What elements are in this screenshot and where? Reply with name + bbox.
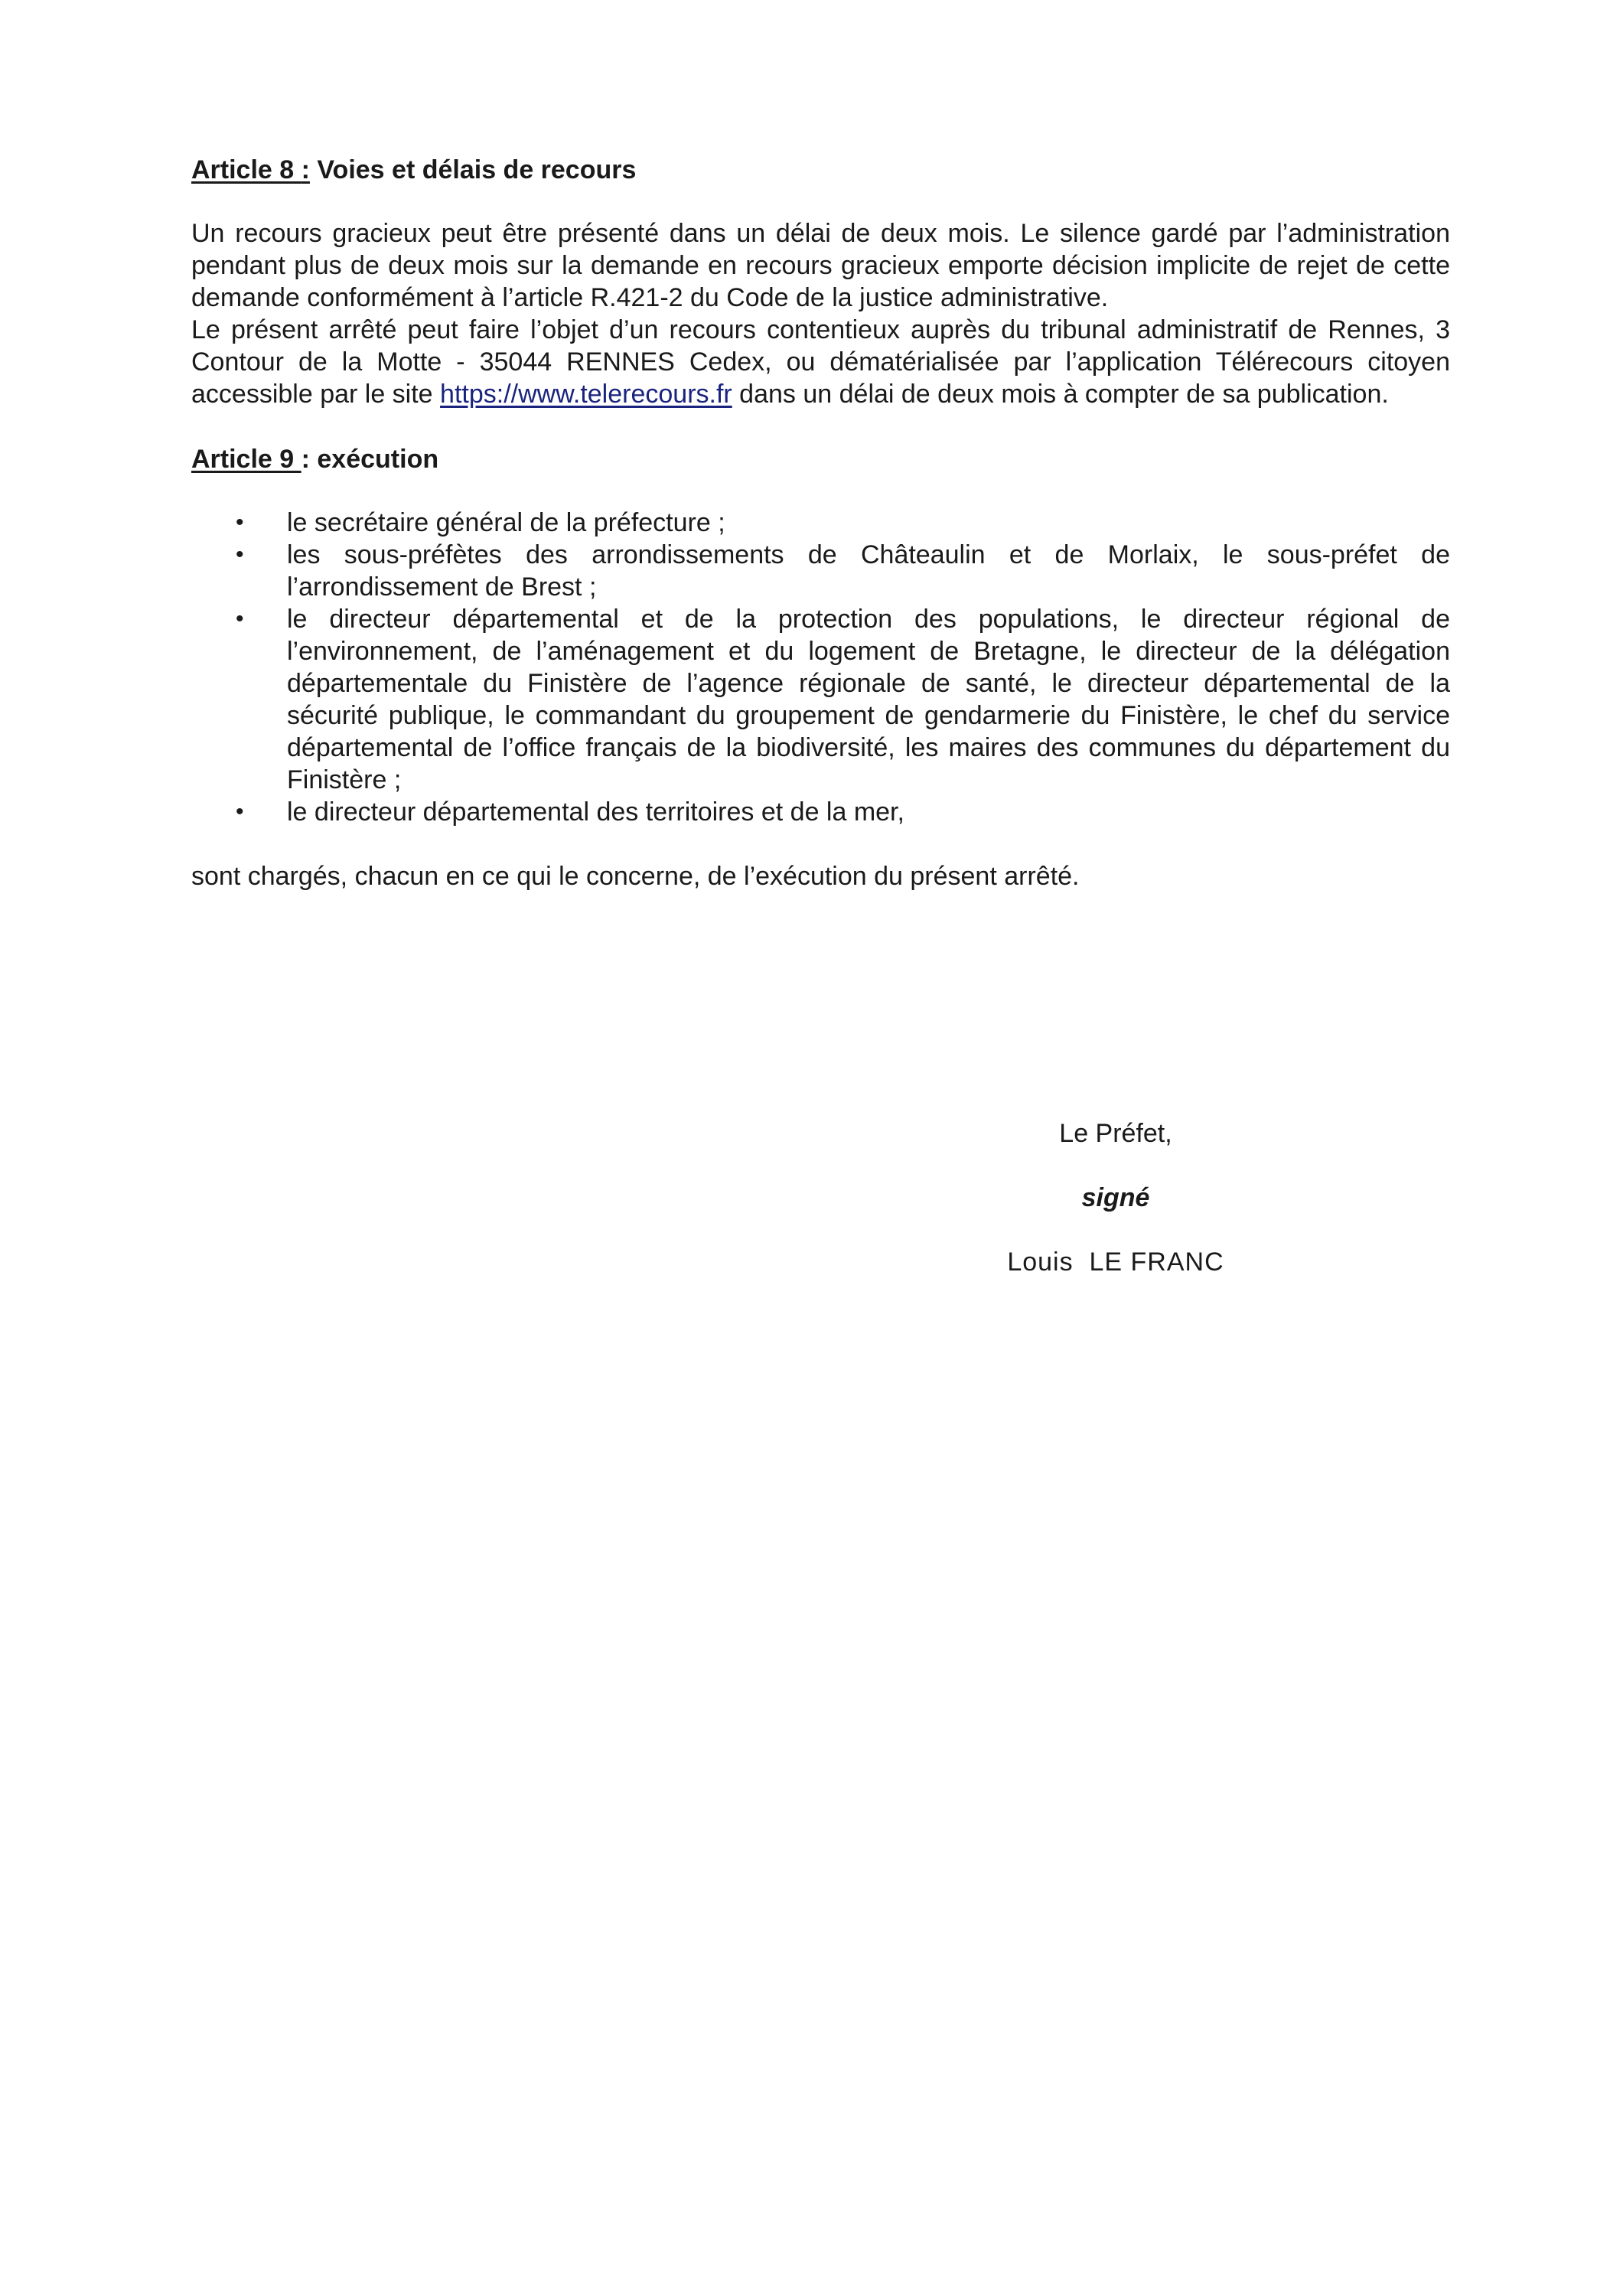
bullet-icon: • bbox=[236, 606, 244, 631]
article-8-separator: : bbox=[301, 155, 310, 184]
bullet-icon: • bbox=[236, 542, 244, 567]
list-item bbox=[191, 507, 1450, 539]
signature-block bbox=[1001, 1117, 1230, 1278]
bullet-icon: • bbox=[236, 799, 244, 824]
list-item-text: les sous-préfètes des arrondissements de Châteaulin et de Morlaix, le sous-préfet de l’arrondissement de Brest ; bbox=[287, 540, 1450, 602]
closing-sentence: sont chargés, chacun en ce qui le concerne, de l’exécution du présent arrêté. bbox=[191, 862, 1080, 891]
article-8-paragraph-2-end: dans un délai de deux mois à compter de sa publication. bbox=[732, 380, 1389, 409]
article-9-heading bbox=[191, 442, 1450, 476]
list-item-text: le directeur départemental et de la protection des populations, le directeur régional de l’environnement, de l’aménagement et du logement de Bretagne, le directeur de la délégation départementale du Finistère de l’agence régionale de santé, le directeur départemental de la sécurité publique, le commandant du groupement de gendarmerie du Finistère, le chef du service départemental de l’office français de la biodiversité, les maires des communes du département du Finistère ; bbox=[287, 605, 1450, 794]
article-8-paragraph-2 bbox=[191, 314, 1450, 410]
article-8-number: Article 8 bbox=[191, 155, 301, 184]
article-8-heading bbox=[191, 153, 1450, 187]
bullet-icon: • bbox=[236, 510, 244, 535]
list-item-text: le directeur départemental des territoires et de la mer, bbox=[287, 797, 904, 827]
signatory-role: Le Préfet, bbox=[1059, 1119, 1172, 1148]
article-8-paragraph-2-text: Le présent arrêté peut faire l’objet d’un recours contentieux auprès du tribunal administratif de Rennes, 3 Contour de la Motte - 35044 RENNES Cedex, ou dématérialisée par l’application Télérecours citoyen accessible par le site bbox=[191, 315, 1450, 409]
list-item bbox=[191, 796, 1450, 828]
article-9-title: : exécution bbox=[301, 445, 439, 474]
telerecours-link[interactable]: https://www.telerecours.fr bbox=[440, 380, 732, 409]
article-9-number: Article 9 bbox=[191, 445, 301, 474]
execution-list bbox=[191, 507, 1450, 828]
signed-mention: signé bbox=[1081, 1183, 1150, 1212]
article-8-paragraph-1: Un recours gracieux peut être présenté dans un délai de deux mois. Le silence gardé par l’administration pendant plus de deux mois sur la demande en recours gracieux emporte décision implicite de rejet de cette demande conformément à l’article R.421-2 du Code de la justice administrative. bbox=[191, 219, 1450, 312]
list-item bbox=[191, 603, 1450, 796]
list-item-text: le secrétaire général de la préfecture ; bbox=[287, 508, 725, 537]
article-8-title: Voies et délais de recours bbox=[309, 155, 637, 184]
list-item bbox=[191, 539, 1450, 603]
signatory-name: Louis LE FRANC bbox=[1007, 1247, 1224, 1277]
document-body bbox=[191, 153, 1450, 892]
